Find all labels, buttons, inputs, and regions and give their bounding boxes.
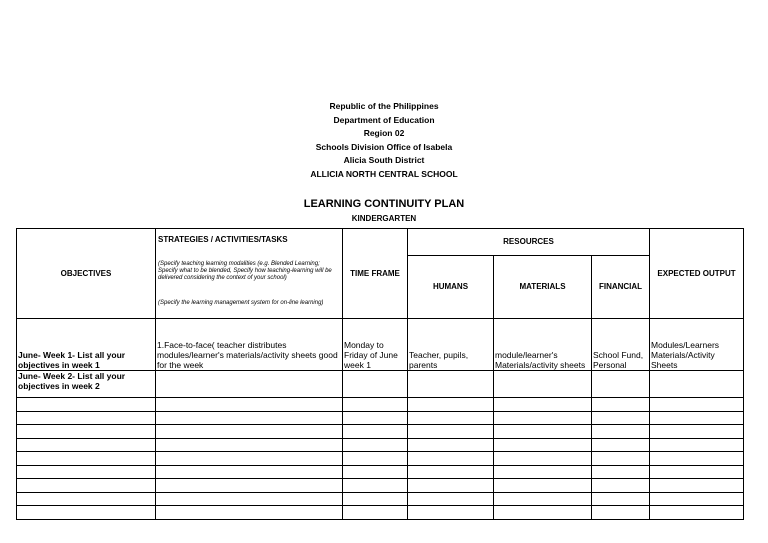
empty-cell [408,398,494,412]
empty-cell [494,452,592,466]
empty-cell [156,425,343,439]
empty-cell [650,506,744,520]
empty-cell [17,465,156,479]
materials-cell [494,371,592,398]
empty-cell [156,506,343,520]
empty-cell [494,438,592,452]
empty-cell [592,411,650,425]
empty-cell [408,465,494,479]
empty-cell [17,452,156,466]
page-title: LEARNING CONTINUITY PLAN [303,198,465,210]
empty-cell [650,452,744,466]
empty-row [17,465,744,479]
empty-cell [494,411,592,425]
empty-cell [650,425,744,439]
expected-output-header: EXPECTED OUTPUT [650,229,744,319]
strategies-note: (Specify teaching learning modalities (e.g. Blended Learning; Specify what to be blended, Specify how teaching-learning will be delivered considering the context of your school) [158,261,332,281]
school-header [0,100,768,182]
expected-output-cell: Modules/Learners Materials/Activity Sheets [650,319,744,371]
empty-row [17,425,744,439]
empty-cell [156,411,343,425]
empty-cell [650,465,744,479]
empty-cell [408,411,494,425]
empty-cell [343,398,408,412]
empty-cell [343,425,408,439]
resources-header: RESOURCES [408,229,650,256]
empty-cell [17,425,156,439]
time-frame-header: TIME FRAME [343,229,408,319]
empty-cell [408,479,494,493]
objectives-cell: June- Week 2- List all your objectives in week 2 [17,371,156,398]
empty-cell [592,479,650,493]
empty-cell [494,465,592,479]
empty-cell [650,398,744,412]
header-line: Schools Division Office of Isabela [315,141,453,152]
empty-cell [494,492,592,506]
empty-cell [156,438,343,452]
empty-cell [343,411,408,425]
humans-cell: Teacher, pupils, parents [408,319,494,371]
empty-cell [17,479,156,493]
empty-row [17,398,744,412]
header-line: Republic of the Philippines [329,101,439,111]
strategies-lms-note: (Specify the learning management system for on-line learning) [158,300,324,306]
empty-cell [494,398,592,412]
page-subtitle: KINDERGARTEN [351,214,417,223]
strategies-header [156,229,343,319]
financial-cell [592,371,650,398]
empty-cell [592,425,650,439]
empty-cell [17,398,156,412]
empty-cell [650,492,744,506]
empty-cell [156,465,343,479]
objectives-header: OBJECTIVES [17,229,156,319]
table-row [17,371,744,398]
header-line: ALLICIA NORTH CENTRAL SCHOOL [310,168,458,179]
empty-cell [494,425,592,439]
empty-cell [17,438,156,452]
empty-cell [408,492,494,506]
empty-row [17,492,744,506]
empty-cell [592,452,650,466]
empty-cell [343,479,408,493]
empty-cell [343,492,408,506]
materials-cell: module/learner's Materials/activity sheets [494,319,592,371]
empty-cell [408,438,494,452]
empty-cell [650,411,744,425]
strategies-header-label: STRATEGIES / ACTIVITIES/TASKS [158,235,288,244]
humans-header: HUMANS [408,256,494,319]
time-frame-cell: Monday to Friday of June week 1 [343,319,408,371]
table-row [17,319,744,371]
empty-row [17,438,744,452]
empty-cell [17,506,156,520]
header-line: Alicia South District [343,155,425,166]
empty-row [17,479,744,493]
empty-cell [343,506,408,520]
strategies-cell [156,371,343,398]
header-line: Department of Education [333,114,435,125]
time-frame-cell [343,371,408,398]
expected-output-cell [650,371,744,398]
empty-cell [408,452,494,466]
empty-cell [592,492,650,506]
empty-cell [592,438,650,452]
empty-row [17,452,744,466]
empty-cell [17,492,156,506]
empty-cell [494,506,592,520]
empty-cell [156,492,343,506]
header-line: Region 02 [363,128,405,139]
materials-header: MATERIALS [494,256,592,319]
empty-cell [650,479,744,493]
empty-cell [592,398,650,412]
empty-row [17,411,744,425]
financial-header: FINANCIAL [592,256,650,319]
objectives-cell: June- Week 1- List all your objectives in week 1 [17,319,156,371]
empty-cell [650,438,744,452]
strategies-cell: 1.Face-to-face( teacher distributes modules/learner's materials/activity sheets good for the week [156,319,343,371]
empty-cell [592,465,650,479]
humans-cell [408,371,494,398]
empty-cell [343,465,408,479]
learning-continuity-table [16,228,744,520]
empty-cell [156,398,343,412]
empty-cell [17,411,156,425]
empty-cell [494,479,592,493]
empty-cell [156,452,343,466]
empty-cell [343,438,408,452]
empty-cell [408,506,494,520]
empty-cell [408,425,494,439]
empty-row [17,506,744,520]
empty-cell [156,479,343,493]
empty-cell [343,452,408,466]
financial-cell: School Fund, Personal [592,319,650,371]
empty-cell [592,506,650,520]
